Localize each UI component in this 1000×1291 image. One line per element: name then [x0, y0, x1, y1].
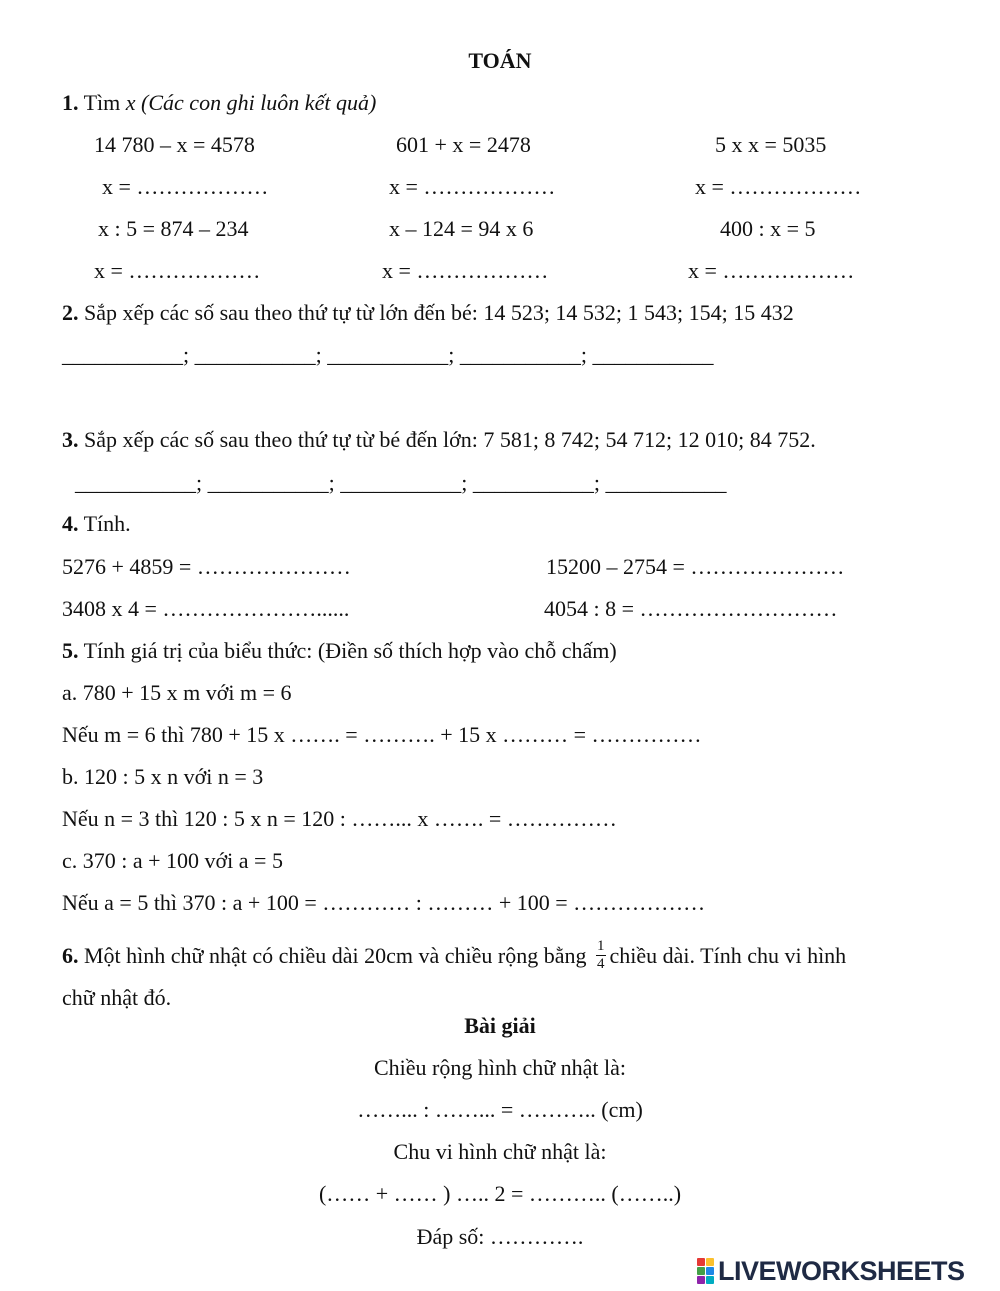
q1-lead: Tìm [83, 90, 126, 115]
q4-heading [62, 511, 131, 537]
q1-answer-blank-6[interactable]: x = ……………… [688, 258, 855, 283]
q6-text-a: Một hình chữ nhật có chiều dài 20cm và chiều rộng bằng [78, 942, 587, 968]
solution-line-2[interactable]: ……... : ……... = ……….. (cm) [357, 1097, 643, 1122]
logo-square [706, 1258, 714, 1266]
q3-answer-blanks[interactable]: ___________; ___________; ___________; ___________; ___________ [75, 470, 727, 495]
q1-number: 1. [62, 90, 79, 115]
q1-answer-blank-3[interactable]: x = ……………… [695, 174, 862, 199]
q6-text-c: chữ nhật đó. [62, 985, 172, 1010]
q5-part-a: a. 780 + 15 x m với m = 6 [62, 680, 292, 705]
q1-answer-blank-1[interactable]: x = ……………… [102, 174, 269, 199]
q1-heading [62, 90, 376, 116]
q1-equation-1: 14 780 – x = 4578 [94, 132, 255, 157]
logo-square [697, 1276, 705, 1284]
q5-part-c-fill[interactable]: Nếu a = 5 thì 370 : a + 100 = ………… : ……… + 100 = ……………… [62, 890, 706, 915]
page-title: TOÁN [468, 48, 532, 73]
q3-heading [62, 427, 816, 453]
q5-heading [62, 638, 617, 664]
q1-equation-6: 400 : x = 5 [720, 216, 816, 241]
q5-part-a-fill[interactable]: Nếu m = 6 thì 780 + 15 x ……. = ………. + 15 x ……… = …………… [62, 722, 702, 747]
logo-square [697, 1267, 705, 1275]
solution-line-1: Chiều rộng hình chữ nhật là: [373, 1055, 627, 1080]
q1-answer-blank-4[interactable]: x = ……………… [94, 258, 261, 283]
q6-number: 6. [62, 942, 79, 968]
q1-note: (Các con ghi luôn kết quả) [135, 90, 377, 115]
q2-number: 2. [62, 300, 79, 325]
q4-item-1[interactable]: 5276 + 4859 = ………………… [62, 554, 351, 579]
q1-equation-4: x : 5 = 874 – 234 [98, 216, 249, 241]
q6-heading [62, 940, 846, 976]
logo-text: LIVEWORKSHEETS [718, 1255, 965, 1286]
q5-text: Tính giá trị của biểu thức: (Điền số thích hợp vào chỗ chấm) [78, 638, 617, 663]
logo-square [706, 1267, 714, 1275]
q3-text: Sắp xếp các số sau theo thứ tự từ bé đến lớn: 7 581; 8 742; 54 712; 12 010; 84 752. [78, 427, 816, 452]
q4-item-3[interactable]: 3408 x 4 = …………………...... [62, 596, 350, 621]
q1-variable: x [125, 90, 136, 115]
solution-line-4[interactable]: (…… + …… ) ….. 2 = ……….. (……..) [318, 1181, 682, 1206]
q4-item-2[interactable]: 15200 – 2754 = ………………… [546, 554, 845, 579]
q6-fraction-numerator: 1 [596, 938, 606, 956]
q1-answer-blank-2[interactable]: x = ……………… [389, 174, 556, 199]
q2-heading [62, 300, 794, 326]
logo-square [706, 1276, 714, 1284]
q4-text: Tính. [78, 511, 131, 536]
solution-title: Bài giải [464, 1013, 536, 1038]
q5-number: 5. [62, 638, 79, 663]
q3-number: 3. [62, 427, 79, 452]
logo-square [697, 1258, 705, 1266]
q4-number: 4. [62, 511, 79, 536]
q6-text-b: chiều dài. Tính chu vi hình [609, 942, 847, 968]
liveworksheets-logo [697, 1255, 965, 1287]
q1-equation-3: 5 x x = 5035 [715, 132, 827, 157]
logo-mark-icon [697, 1258, 714, 1284]
q5-part-c: c. 370 : a + 100 với a = 5 [62, 848, 283, 873]
q5-part-b-fill[interactable]: Nếu n = 3 thì 120 : 5 x n = 120 : ……... x ……. = …………… [62, 806, 617, 831]
q5-part-b: b. 120 : 5 x n với n = 3 [62, 764, 264, 789]
q2-answer-blanks[interactable]: ___________; ___________; ___________; ___________; ___________ [62, 342, 714, 367]
q2-text: Sắp xếp các số sau theo thứ tự từ lớn đến bé: 14 523; 14 532; 1 543; 154; 15 432 [78, 300, 794, 325]
solution-line-3: Chu vi hình chữ nhật là: [393, 1139, 607, 1164]
q1-answer-blank-5[interactable]: x = ……………… [382, 258, 549, 283]
q6-fraction [596, 938, 606, 974]
solution-answer[interactable]: Đáp số: …………. [416, 1224, 584, 1249]
q1-equation-5: x – 124 = 94 x 6 [389, 216, 534, 241]
q6-fraction-denominator: 4 [597, 956, 605, 973]
q1-equation-2: 601 + x = 2478 [396, 132, 531, 157]
q4-item-4[interactable]: 4054 : 8 = ……………………… [544, 596, 838, 621]
